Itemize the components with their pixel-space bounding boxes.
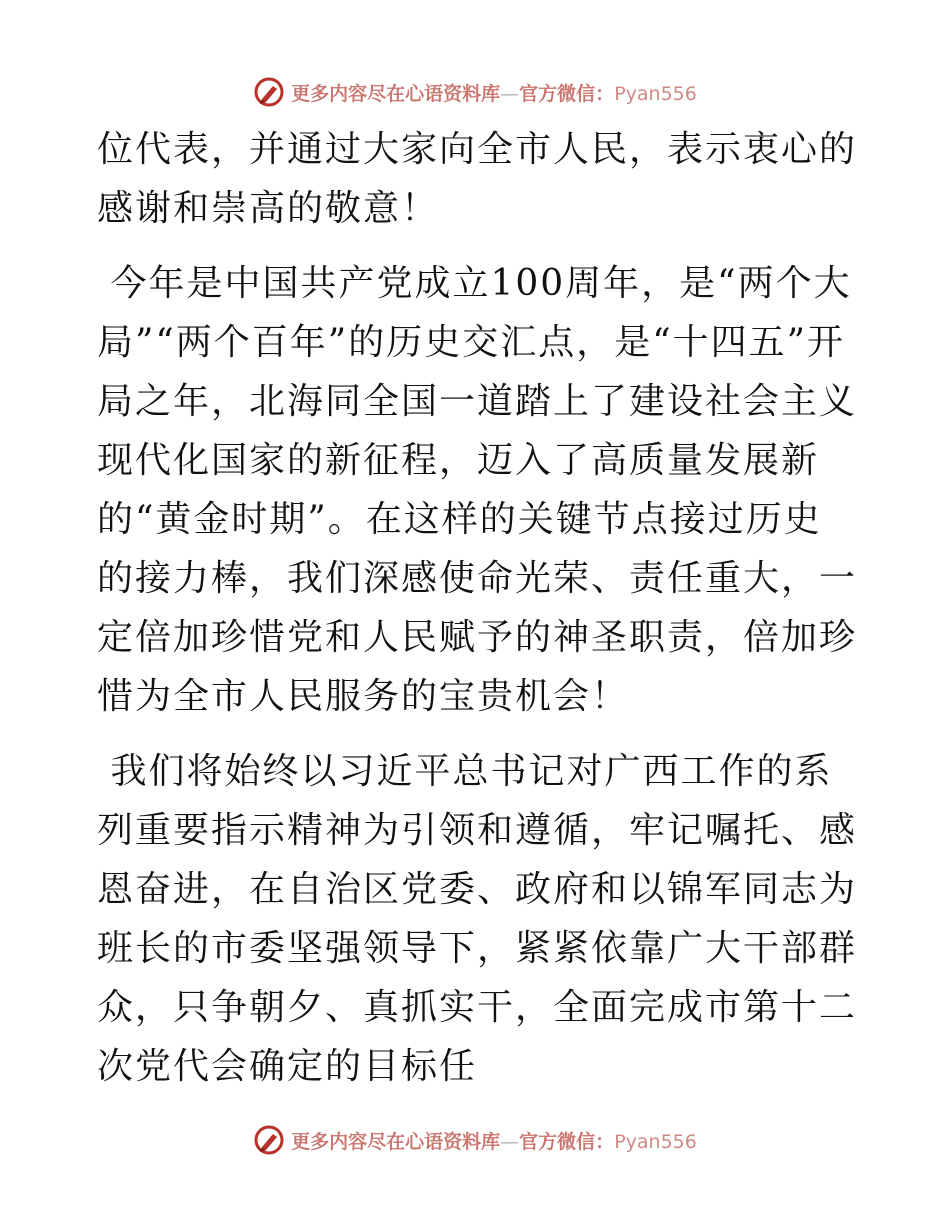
header-watermark bbox=[0, 72, 950, 112]
watermark-separator: — bbox=[500, 1130, 520, 1153]
pen-logo-icon bbox=[253, 76, 285, 108]
paragraph-2: 今年是中国共产党成立100周年，是“两个大局”“两个百年”的历史交汇点，是“十四五”开局之年，北海同全国一道踏上了建设社会主义现代化国家的新征程，迈入了高质量发展新的“黄金时期”。在这样的关键节点接过历史的接力棒，我们深感使命光荣、责任重大，一定倍加珍惜党和人民赋予的神圣职责，倍加珍惜为全市人民服务的宝贵机会！ bbox=[97, 263, 858, 717]
document-body bbox=[97, 120, 857, 1096]
pen-logo-icon bbox=[253, 1124, 285, 1156]
paragraph-1: 位代表，并通过大家向全市人民，表示衷心的感谢和崇高的敬意！ bbox=[97, 129, 858, 229]
watermark-text bbox=[291, 79, 697, 106]
watermark-brand: 更多内容尽在心语资料库 bbox=[291, 82, 501, 105]
watermark-label: 官方微信： bbox=[519, 82, 615, 105]
paragraph-3: 我们将始终以习近平总书记对广西工作的系列重要指示精神为引领和遵循，牢记嘱托、感恩奋进，在自治区党委、政府和以锦军同志为班长的市委坚强领导下，紧紧依靠广大干部群众，只争朝夕、真抓实干，全面完成市第十二次党代会确定的目标任 bbox=[97, 751, 858, 1087]
watermark-brand: 更多内容尽在心语资料库 bbox=[291, 1130, 501, 1153]
watermark-account: Pyan556 bbox=[614, 82, 697, 105]
watermark-separator: — bbox=[500, 82, 520, 105]
watermark-label: 官方微信： bbox=[519, 1130, 615, 1153]
footer-watermark bbox=[0, 1120, 950, 1160]
watermark-text bbox=[291, 1127, 697, 1154]
watermark-account: Pyan556 bbox=[614, 1130, 697, 1153]
